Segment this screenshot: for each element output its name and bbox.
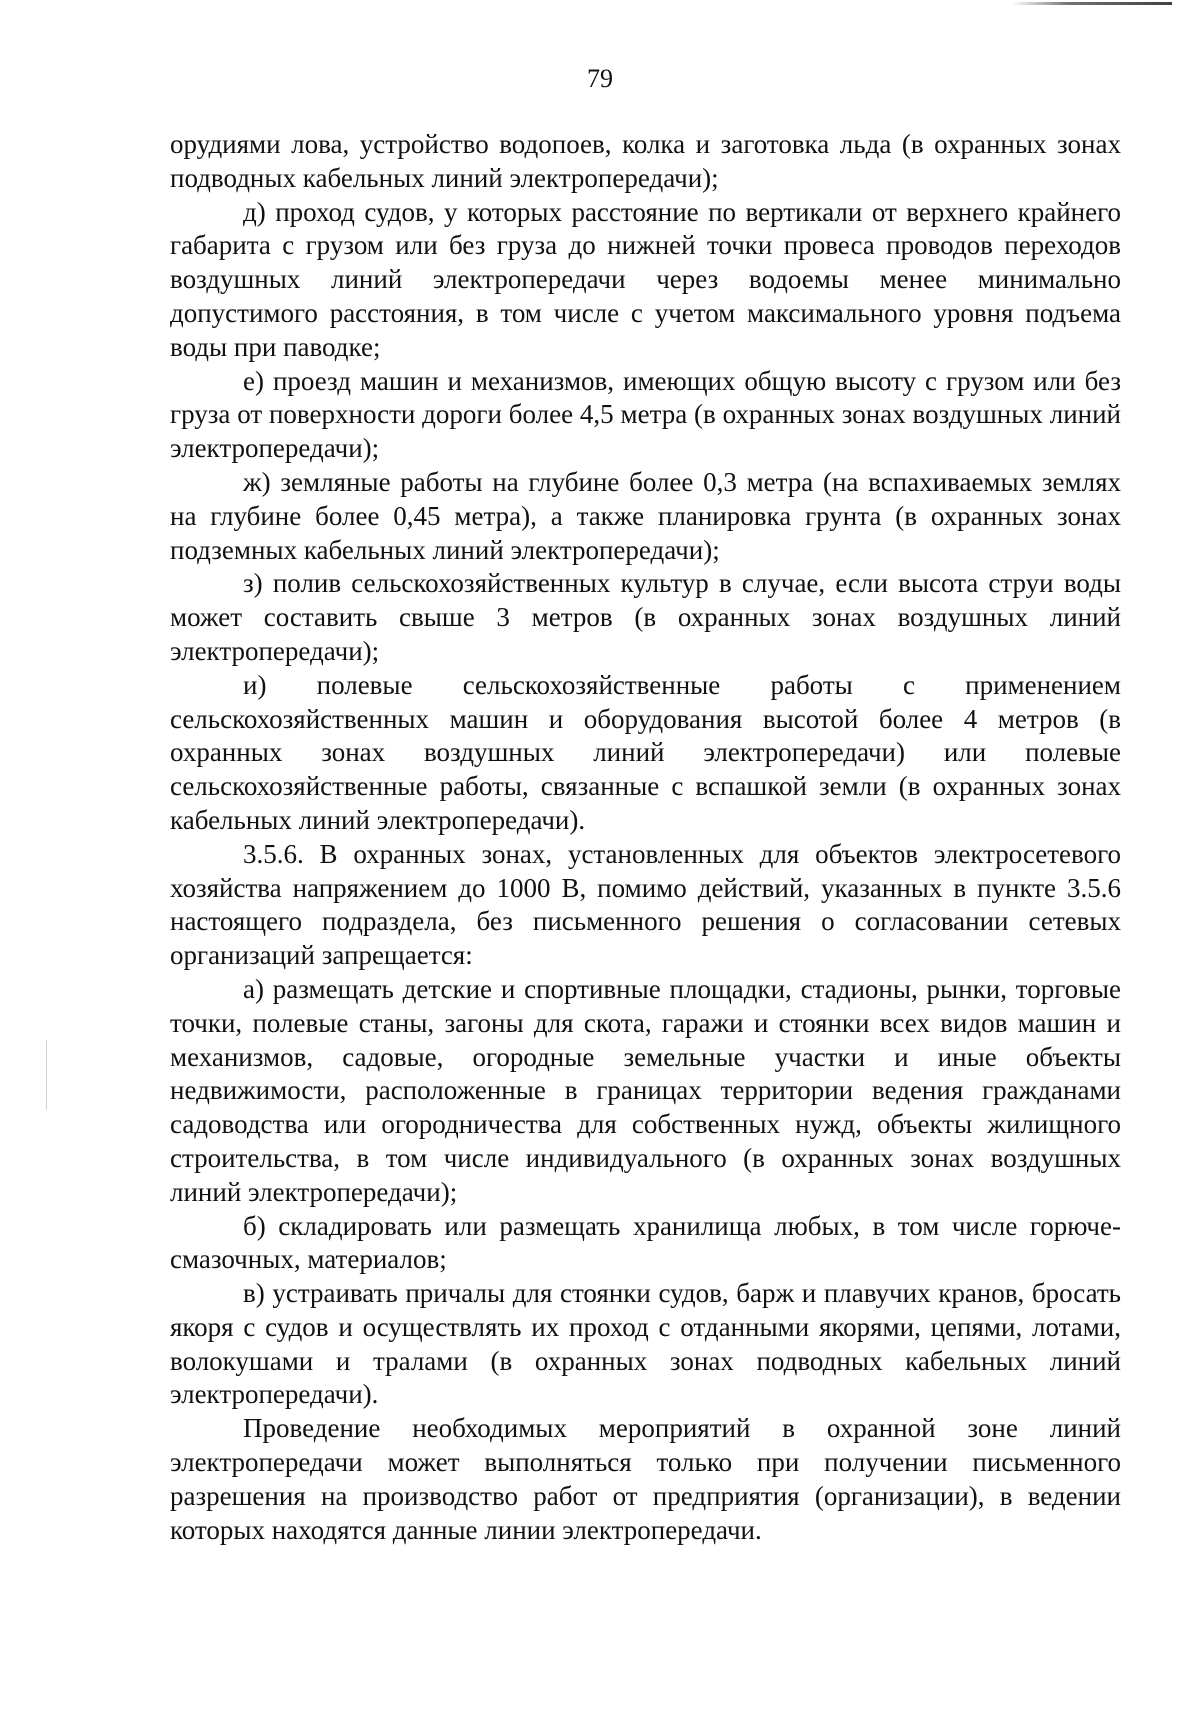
paragraph-item-d: д) проход судов, у которых расстояние по вертикали от верхнего крайнего габарита с грузом или без груза до нижней точки провеса проводов переходов воздушных линий электропередачи через водоемы менее минимально допустимого расстояния, в том числе с учетом максимального уровня подъема воды при паводке; [170,196,1121,362]
scan-edge-artifact [1012,2,1172,5]
paragraph-item-i: и) полевые сельскохозяйственные работы с применением сельскохозяйственных машин и оборудования высотой более 4 метров (в охранных зонах воздушных линий электропередачи) или полевые сельскохозяйственные работы, связанные с вспашкой земли (в охранных зонах кабельных линий электропередачи). [170,669,1121,835]
paragraph-item-v: в) устраивать причалы для стоянки судов, барж и плавучих кранов, бросать якоря с судов и осуществлять их проход с отданными якорями, цепями, лотами, волокушами и тралами (в охранных зонах подводных кабельных линий электропередачи). [170,1278,1121,1410]
paragraph-conclusion: Проведение необходимых мероприятий в охранной зоне линий электропередачи может выполняться только при получении письменного разрешения на производство работ от предприятия (организации), в ведении которых находятся данные линии электропередачи. [170,1413,1121,1545]
paragraph-continuation: орудиями лова, устройство водопоев, колка и заготовка льда (в охранных зонах подводных кабельных линий электропередачи); [170,129,1121,193]
scan-margin-mark [46,1040,47,1110]
paragraph-item-z: з) полив сельскохозяйственных культур в случае, если высота струи воды может составить свыше 3 метров (в охранных зонах воздушных линий электропередачи); [170,568,1121,666]
paragraph-item-zh: ж) земляные работы на глубине более 0,3 метра (на вспахиваемых землях на глубине более 0,45 метра), а также планировка грунта (в охранных зонах подземных кабельных линий электропередачи); [170,466,1121,565]
paragraph-item-a: а) размещать детские и спортивные площадки, стадионы, рынки, торговые точки, полевые станы, загоны для скота, гаражи и стоянки всех видов машин и механизмов, садовые, огородные земельные участки и иные объекты недвижимости, расположенные в границах территории ведения гражданами садоводства или огородничества для собственных нужд, объекты жилищного строительства, в том числе индивидуального (в охранных зонах воздушных линий электропередачи); [170,973,1121,1207]
page-number: 79 [587,64,613,93]
document-body [170,128,1121,1547]
paragraph-item-b: б) складировать или размещать хранилища любых, в том числе горюче-смазочных, материалов; [170,1210,1121,1275]
paragraph-item-e: е) проезд машин и механизмов, имеющих общую высоту с грузом или без груза от поверхности дороги более 4,5 метра (в охранных зонах воздушных линий электропередачи); [170,365,1121,464]
paragraph-section-3-5-6: 3.5.6. В охранных зонах, установленных для объектов электросетевого хозяйства напряжением до 1000 В, помимо действий, указанных в пункте 3.5.6 настоящего подраздела, без письменного решения о согласовании сетевых организаций запрещается: [170,838,1121,971]
